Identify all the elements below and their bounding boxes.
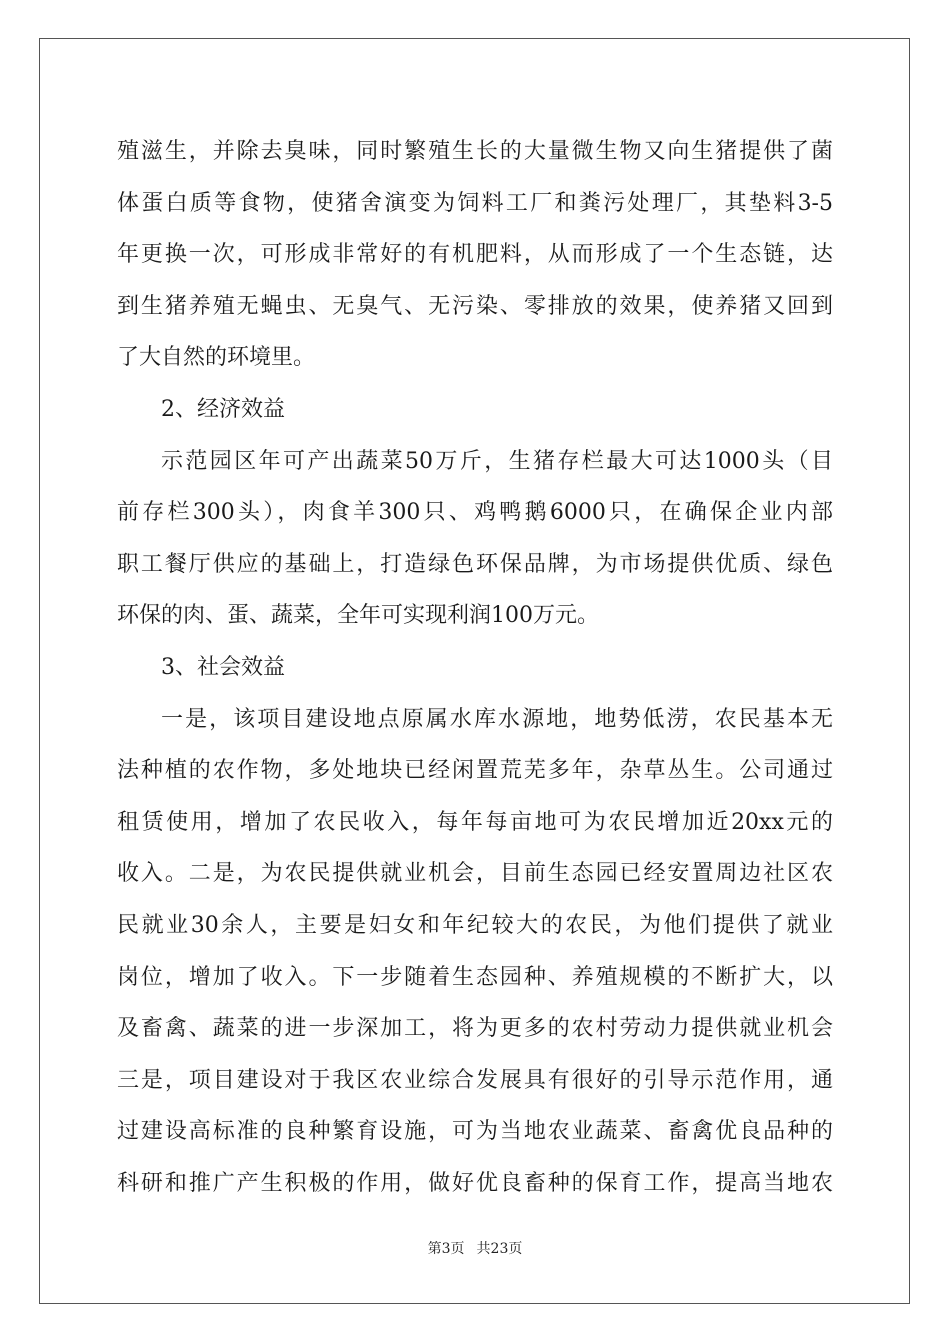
text-line: 年更换一次，可形成非常好的有机肥料，从而形成了一个生态链，达 — [117, 242, 833, 268]
document-body — [117, 126, 833, 1209]
text-line: 到生猪养殖无蝇虫、无臭气、无污染、零排放的效果，使养猪又回到 — [117, 293, 833, 319]
text-line: 2、经济效益 — [161, 396, 285, 422]
text-line: 法种植的农作物，多处地块已经闲置荒芜多年，杂草丛生。公司通过 — [117, 758, 833, 784]
text-line: 示范园区年可产出蔬菜50万斤，生猪存栏最大可达1000头（目 — [161, 448, 833, 474]
text-line: 殖滋生，并除去臭味，同时繁殖生长的大量微生物又向生猪提供了菌 — [117, 139, 833, 164]
text-line: 及畜禽、蔬菜的进一步深加工，将为更多的农村劳动力提供就业机会 — [117, 1016, 833, 1042]
page-number: 第3页 — [427, 1241, 465, 1257]
text-line: 体蛋白质等食物，使猪舍演变为饲料工厂和粪污处理厂，其垫料3-5 — [117, 190, 833, 216]
text-line: 职工餐厅供应的基础上，打造绿色环保品牌，为市场提供优质、绿色 — [117, 551, 833, 577]
text-line: 岗位，增加了收入。下一步随着生态园种、养殖规模的不断扩大，以 — [117, 964, 833, 990]
text-line: 3、社会效益 — [161, 654, 285, 680]
text-line: 民就业30余人，主要是妇女和年纪较大的农民，为他们提供了就业 — [117, 912, 833, 938]
text-line: 前存栏300头），肉食羊300只、鸡鸭鹅6000只，在确保企业内部 — [117, 500, 833, 526]
text-line: 环保的肉、蛋、蔬菜，全年可实现利润100万元。 — [117, 603, 599, 629]
text-line: 了大自然的环境里。 — [117, 345, 316, 371]
text-line: 租赁使用，增加了农民收入，每年每亩地可为农民增加近20xx元的 — [117, 809, 833, 835]
page-total: 共23页 — [476, 1241, 523, 1257]
text-line: 一是，该项目建设地点原属水库水源地，地势低涝，农民基本无 — [161, 706, 833, 732]
text-line: 科研和推广产生积极的作用，做好优良畜种的保育工作，提高当地农 — [117, 1170, 833, 1196]
text-line: 三是，项目建设对于我区农业综合发展具有很好的引导示范作用，通 — [117, 1067, 833, 1093]
text-line: 过建设高标准的良种繁育设施，可为当地农业蔬菜、畜禽优良品种的 — [117, 1119, 833, 1145]
page-footer — [0, 1238, 950, 1258]
text-line: 收入。二是，为农民提供就业机会，目前生态园已经安置周边社区农 — [117, 861, 833, 887]
